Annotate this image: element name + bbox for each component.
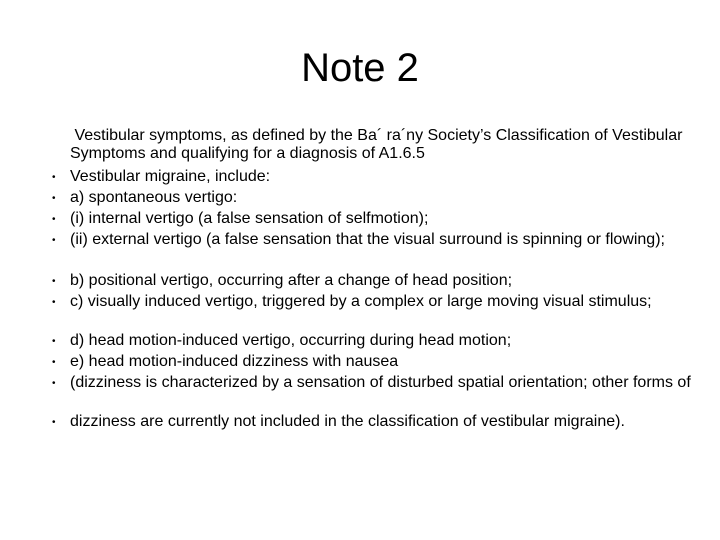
bullet-icon: • xyxy=(52,336,56,347)
bullet-item-text: (dizziness is characterized by a sensation of disturbed spatial orientation; other forms of xyxy=(70,374,691,391)
bullet-icon: • xyxy=(52,193,56,204)
bullet-item-text: e) head motion-induced dizziness with nausea xyxy=(70,353,399,370)
bullet-item-text: c) visually induced vertigo, triggered by a complex or large moving visual stimulus; xyxy=(70,293,652,310)
bullet-item-text: d) head motion-induced vertigo, occurring during head motion; xyxy=(70,332,512,349)
bullet-item-text: (i) internal vertigo (a false sensation of selfmotion); xyxy=(70,210,429,227)
bullet-item-text: (ii) external vertigo (a false sensation that the visual surround is spinning or flowing); xyxy=(70,231,665,248)
bullet-icon: • xyxy=(52,172,56,183)
bullet-item-text: b) positional vertigo, occurring after a change of head position; xyxy=(70,272,513,289)
bullet-icon: • xyxy=(52,276,56,287)
bullet-icon: • xyxy=(52,297,56,308)
bullet-icon: • xyxy=(52,214,56,225)
bullet-item-text: a) spontaneous vertigo: xyxy=(70,189,238,206)
intro-text: Vestibular symptoms, as defined by the Ba´ ra´ny Society’s Classification of Vestibular Symptoms and qualifying for a diagnosis of A1.6.5 xyxy=(70,127,687,162)
bullet-icon: • xyxy=(52,378,56,389)
bullet-icon: • xyxy=(52,417,56,428)
slide-title: Note 2 xyxy=(301,46,419,90)
bullet-icon: • xyxy=(52,357,56,368)
bullet-icon: • xyxy=(52,235,56,246)
bullet-item-text: Vestibular migraine, include: xyxy=(70,168,271,185)
bullet-item-text: dizziness are currently not included in the classification of vestibular migraine). xyxy=(70,413,625,430)
